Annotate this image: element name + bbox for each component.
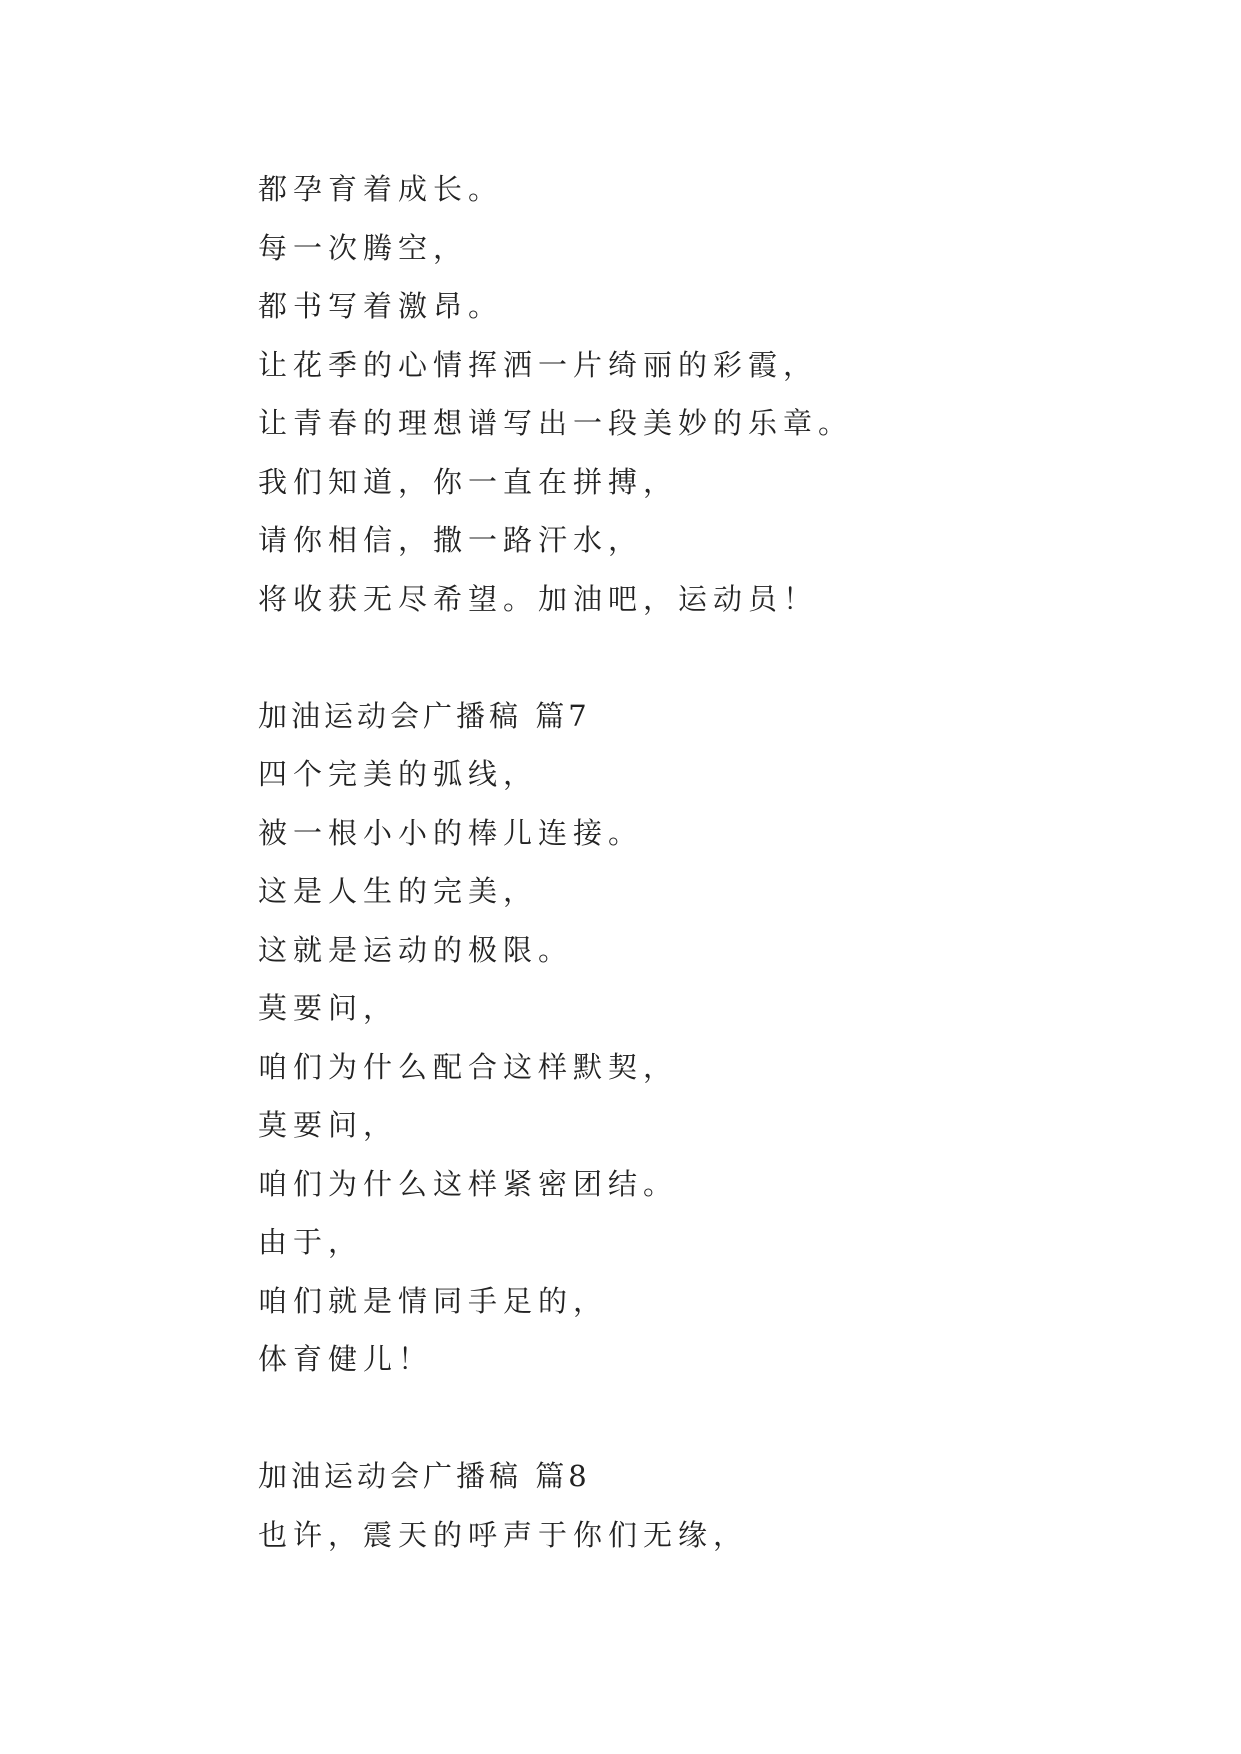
text-line: 让花季的心情挥洒一片绮丽的彩霞， xyxy=(258,347,819,382)
text-line: 这就是运动的极限。 xyxy=(258,932,574,967)
text-line: 将收获无尽希望。加油吧，运动员！ xyxy=(258,581,819,616)
text-line: 都书写着激昂。 xyxy=(258,289,504,323)
text-line: 也许，震天的呼声于你们无缘， xyxy=(258,1517,749,1552)
section-heading: 加油运动会广播稿 篇8 xyxy=(258,1459,591,1493)
paragraph-spacer xyxy=(258,1389,1158,1448)
paragraph-spacer xyxy=(258,628,1158,687)
document-body xyxy=(258,160,1158,1564)
text-line: 让青春的理想谱写出一段美妙的乐章。 xyxy=(258,406,854,440)
text-line: 咱们为什么这样紧密团结。 xyxy=(258,1166,679,1201)
text-line: 由于， xyxy=(258,1225,364,1259)
section-heading: 加油运动会广播稿 篇7 xyxy=(258,698,591,733)
text-line: 这是人生的完美， xyxy=(258,874,539,908)
text-line: 四个完美的弧线， xyxy=(258,757,539,791)
text-line: 请你相信，撒一路汗水， xyxy=(258,523,644,557)
text-line: 咱们就是情同手足的， xyxy=(258,1283,609,1318)
text-line: 每一次腾空， xyxy=(258,230,469,265)
text-line: 我们知道，你一直在拼搏， xyxy=(258,464,679,499)
text-line: 莫要问， xyxy=(258,1108,399,1142)
text-line: 体育健儿！ xyxy=(258,1342,434,1376)
text-line: 莫要问， xyxy=(258,991,399,1025)
text-line: 都孕育着成长。 xyxy=(258,172,504,206)
text-line: 被一根小小的棒儿连接。 xyxy=(258,815,644,850)
text-line: 咱们为什么配合这样默契， xyxy=(258,1049,679,1084)
